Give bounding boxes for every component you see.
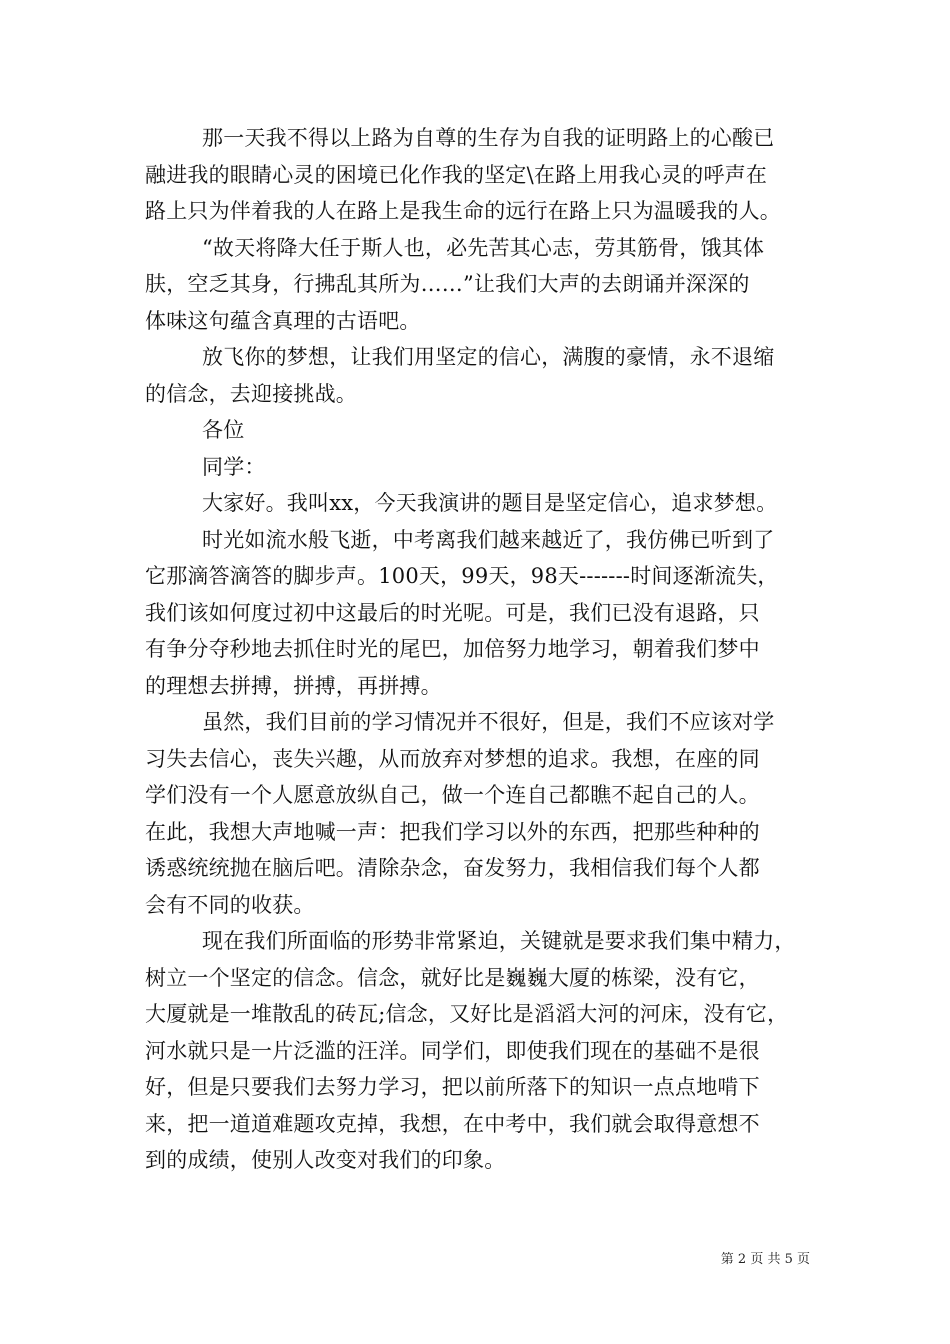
- text-line: 那一天我不得以上路为自尊的生存为自我的证明路上的心酸已: [202, 126, 775, 150]
- text-line: 肤，空乏其身，行拂乱其所为……”让我们大声的去朗诵并深深的: [145, 272, 750, 296]
- text-line: 河水就只是一片泛滥的汪洋。同学们，即使我们现在的基础不是很: [145, 1038, 760, 1063]
- text-line: 树立一个坚定的信念。信念，就好比是巍巍大厦的栋梁，没有它，: [145, 965, 760, 990]
- text-line: 放飞你的梦想，让我们用坚定的信心，满腹的豪情，永不退缩: [202, 345, 775, 369]
- text-line: 各位: [202, 418, 245, 442]
- text-line: 融进我的眼睛心灵的困境已化作我的坚定\在路上用我心灵的呼声在: [145, 162, 768, 187]
- text-line: 我们该如何度过初中这最后的时光呢。可是，我们已没有退路，只: [145, 600, 760, 625]
- text-line: 习失去信心，丧失兴趣，从而放弃对梦想的追求。我想，在座的同: [145, 746, 760, 771]
- text-line: 好，但是只要我们去努力学习，把以前所落下的知识一点点地啃下: [145, 1075, 760, 1099]
- text-line: 的信念，去迎接挑战。: [145, 381, 357, 406]
- text-line: 来，把一道道难题攻克掉，我想，在中考中，我们就会取得意想不: [145, 1111, 760, 1136]
- text-line: 学们没有一个人愿意放纵自己，做一个连自己都瞧不起自己的人。: [145, 783, 760, 807]
- salutation: [145, 449, 810, 486]
- document-body: [145, 120, 810, 1179]
- text-line: 大家好。我叫xx，今天我演讲的题目是坚定信心，追求梦想。: [202, 491, 778, 515]
- text-line: 大厦就是一堆散乱的砖瓦;信念，又好比是滔滔大河的河床，没有它，: [145, 1002, 789, 1026]
- text-line: 到的成绩，使别人改变对我们的印象。: [145, 1148, 506, 1172]
- paragraph: [145, 923, 810, 1179]
- text-line: 会有不同的收获。: [145, 892, 315, 917]
- text-line: 路上只为伴着我的人在路上是我生命的远行在路上只为温暖我的人。: [145, 199, 781, 223]
- text-line: 时光如流水般飞逝，中考离我们越来越近了，我仿佛已听到了: [202, 527, 775, 552]
- paragraph: [145, 522, 810, 705]
- text-line: 在此，我想大声地喊一声：把我们学习以外的东西，把那些种种的: [145, 819, 760, 844]
- paragraph: [145, 230, 810, 340]
- paragraph: [145, 120, 810, 230]
- paragraph: [145, 339, 810, 412]
- text-line: 虽然，我们目前的学习情况并不很好，但是，我们不应该对学: [202, 710, 775, 734]
- text-line: 现在我们所面临的形势非常紧迫，关键就是要求我们集中精力，: [202, 929, 796, 953]
- page-number: 第 2 页 共 5 页: [720, 1252, 810, 1267]
- text-line: 有争分夺秒地去抓住时光的尾巴，加倍努力地学习，朝着我们梦中: [145, 637, 760, 661]
- text-line: 它那滴答滴答的脚步声。100天，99天，98天-------时间逐渐流失，: [145, 564, 779, 588]
- paragraph: [145, 485, 810, 522]
- text-line: 诱惑统统抛在脑后吧。清除杂念，奋发努力，我相信我们每个人都: [145, 856, 760, 880]
- salutation: [145, 412, 810, 449]
- paragraph: [145, 704, 810, 923]
- text-line: 同学：: [202, 454, 266, 479]
- text-line: 的理想去拼搏，拼搏，再拼搏。: [145, 673, 442, 698]
- text-line: “故天将降大任于斯人也，必先苦其心志，劳其筋骨，饿其体: [202, 235, 765, 260]
- text-line: 体味这句蕴含真理的古语吧。: [145, 308, 421, 333]
